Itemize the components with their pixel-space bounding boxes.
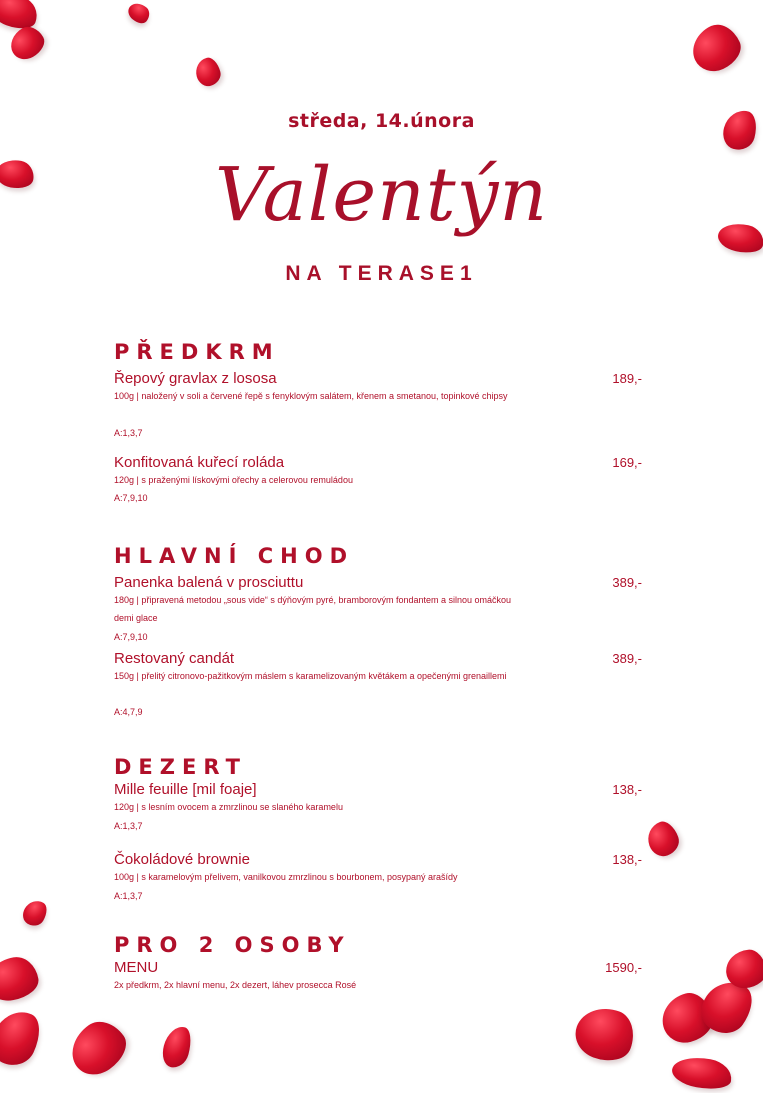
menu-item-description: 180g | připravená metodou „sous vide“ s dýňovým pyré, bramborovým fondantem a silnou omáčkou demi glace (114, 595, 512, 623)
menu-item-description: 100g | s karamelovým přelivem, vanilkovou zmrzlinou s bourbonem, posypaný arašídy (114, 872, 458, 882)
menu-item-allergens: A:1,3,7 (114, 821, 143, 831)
date-heading: středa, 14.února (288, 110, 475, 132)
menu-item-description: 150g | přelitý citronovo-pažitkovým máslem s karamelizovaným květákem a opečenými grenaillemi (114, 671, 507, 681)
page-title: Valentýn (214, 152, 549, 238)
menu-item-name: Konfitovaná kuřecí roláda (114, 454, 285, 471)
menu-item-description: 120g | s lesním ovocem a zmrzlinou se slaného karamelu (114, 802, 343, 812)
menu-item-description: 2x předkrm, 2x hlavní menu, 2x dezert, láhev prosecca Rosé (114, 980, 357, 990)
menu-item-price: 189,- (612, 371, 642, 386)
menu-item-allergens: A:4,7,9 (114, 707, 143, 717)
menu-item-price: 169,- (612, 455, 642, 470)
menu-item-price: 1590,- (605, 960, 642, 975)
menu-item-price: 389,- (612, 651, 642, 666)
rose-petal-decoration (670, 1053, 734, 1093)
menu-item-allergens: A:7,9,10 (114, 493, 148, 503)
rose-petal-decoration (5, 22, 49, 65)
menu-item-name: Restovaný candát (114, 650, 235, 667)
section-title-dezert: DEZERT (114, 755, 247, 779)
rose-petal-decoration (0, 954, 41, 1004)
rose-petal-decoration (643, 818, 683, 860)
menu-item-description: 100g | naložený v soli a červené řepě s fenyklovým salátem, křenem a smetanou, topinkové chipsy (114, 391, 508, 401)
menu-item-allergens: A:1,3,7 (114, 428, 143, 438)
rose-petal-decoration (685, 18, 747, 78)
menu-item-price: 138,- (612, 782, 642, 797)
section-title-hlavni-chod: HLAVNÍ CHOD (114, 544, 355, 568)
menu-item-allergens: A:7,9,10 (114, 632, 148, 642)
rose-petal-decoration (159, 1023, 195, 1070)
menu-item-name: Mille feuille [mil foaje] (114, 781, 257, 798)
section-title-pro-2-osoby: PRO 2 OSOBY (114, 933, 351, 957)
menu-item-price: 138,- (612, 852, 642, 867)
menu-item-description: 120g | s praženými lískovými ořechy a celerovou remuládou (114, 475, 353, 485)
menu-item-name: MENU (114, 959, 159, 976)
menu-item-price: 389,- (612, 575, 642, 590)
menu-item-name: Čokoládové brownie (114, 851, 250, 868)
menu-item-allergens: A:1,3,7 (114, 891, 143, 901)
rose-petal-decoration (19, 896, 51, 930)
rose-petal-decoration (0, 1003, 48, 1072)
rose-petal-decoration (569, 1000, 641, 1069)
page-subtitle: NA TERASE1 (285, 262, 478, 285)
menu-item-name: Řepový gravlax z lososa (114, 370, 277, 387)
section-title-predkrm: PŘEDKRM (114, 340, 280, 364)
rose-petal-decoration (61, 1012, 134, 1083)
rose-petal-decoration (125, 0, 153, 27)
menu-item-name: Panenka balená v prosciuttu (114, 574, 304, 591)
rose-petal-decoration (193, 55, 223, 88)
